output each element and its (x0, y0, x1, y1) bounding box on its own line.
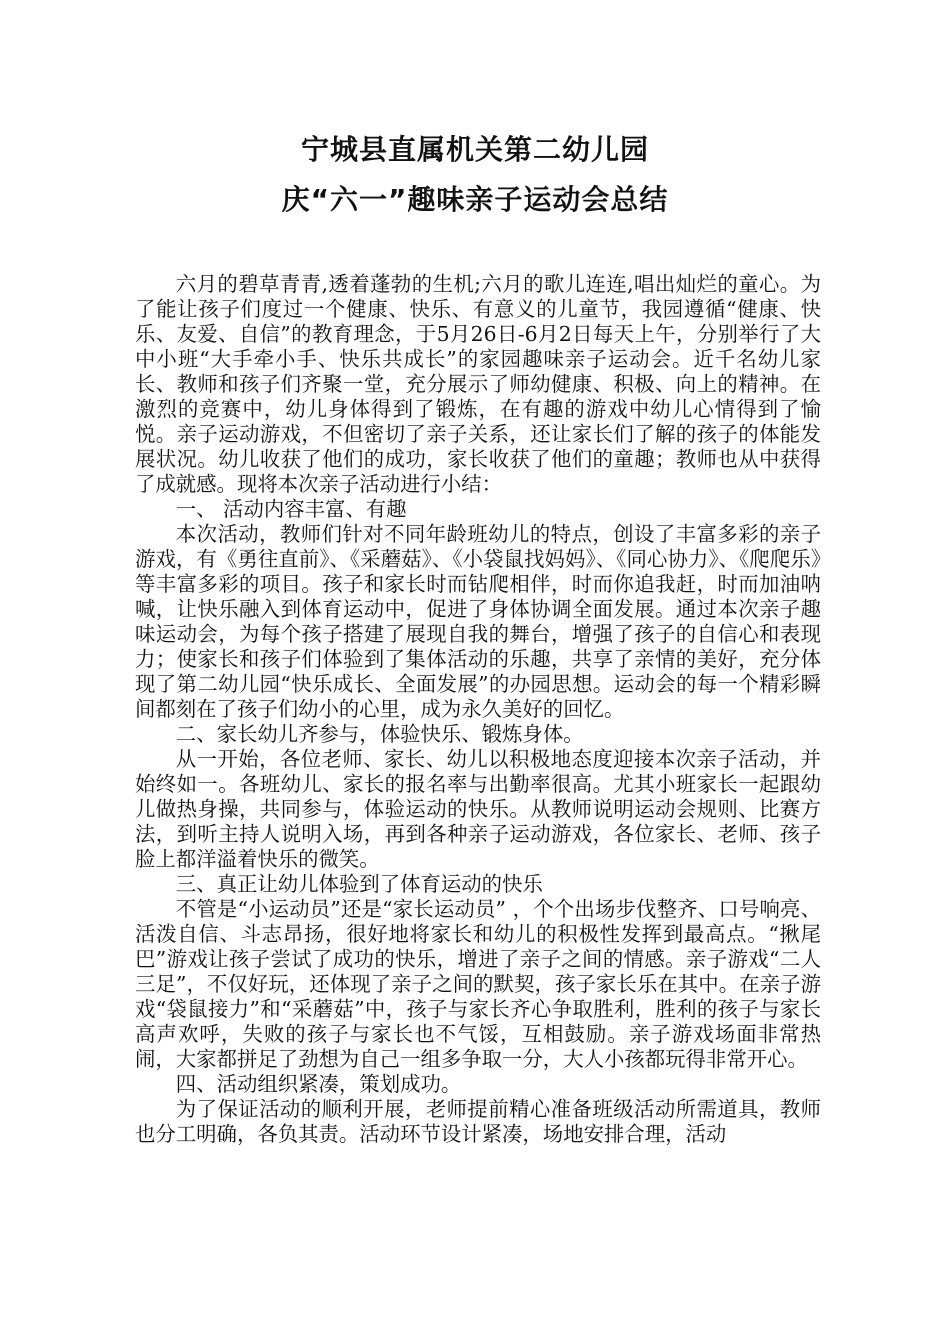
section-paragraph-2: 从一开始，各位老师、家长、幼儿以积极地态度迎接本次亲子活动，并始终如一。各班幼儿、家长的报名率与出勤率很高。尤其小班家长一起跟幼儿做热身操，共同参与，体验运动的快乐。从教师说明运动会规则、比赛方法，到听主持人说明入场，再到各种亲子运动游戏，各位家长、老师、孩子脸上都洋溢着快乐的微笑。 (135, 747, 821, 871)
section-heading-3: 三、真正让幼儿体验到了体育运动的快乐 (175, 872, 543, 896)
section-paragraph-4: 为了保证活动的顺利开展，老师提前精心准备班级活动所需道具，教师也分工明确，各负其责。活动环节设计紧凑，场地安排合理，活动 (135, 1097, 821, 1146)
document-body (135, 272, 821, 1147)
section-heading-1: 一、 活动内容丰富、有趣 (175, 497, 407, 521)
document-title-line2: 庆“六一”趣味亲子运动会总结 (281, 183, 669, 216)
section-paragraph-1: 本次活动，教师们针对不同年龄班幼儿的特点，创设了丰富多彩的亲子游戏，有《勇往直前》、《采蘑菇》、《小袋鼠找妈妈》、《同心协力》、《爬爬乐》等丰富多彩的项目。孩子和家长时而钻爬相伴，时而你追我赶，时而加油呐喊，让快乐融入到体育运动中，促进了身体协调全面发展。通过本次亲子趣味运动会，为每个孩子搭建了展现自我的舞台，增强了孩子的自信心和表现力；使家长和孩子们体验到了集体活动的乐趣，共享了亲情的美好，充分体现了第二幼儿园“快乐成长、全面发展”的办园思想。运动会的每一个精彩瞬间都刻在了孩子们幼小的心里，成为永久美好的回忆。 (135, 522, 821, 721)
section-heading-4: 四、活动组织紧凑，策划成功。 (175, 1072, 462, 1096)
section-heading-2: 二、家长幼儿齐参与，体验快乐、锻炼身体。 (175, 722, 584, 746)
section-paragraph-3: 不管是“小运动员”还是“家长运动员” ，个个出场步伐整齐、口号响亮、活泼自信、斗志昂扬，很好地将家长和幼儿的积极性发挥到最高点。“揪尾巴”游戏让孩子尝试了成功的快乐，增进了亲子之间的情感。亲子游戏“二人三足”，不仅好玩，还体现了亲子之间的默契，孩子家长乐在其中。在亲子游戏“袋鼠接力”和“采蘑菇”中，孩子与家长齐心争取胜利，胜利的孩子与家长高声欢呼，失败的孩子与家长也不气馁，互相鼓励。亲子游戏场面非常热闹，大家都拼足了劲想为自己一组多争取一分，大人小孩都玩得非常开心。 (135, 897, 821, 1071)
document-title-line1: 宁城县直属机关第二幼儿园 (300, 133, 649, 166)
intro-paragraph: 六月的碧草青青,透着蓬勃的生机;六月的歌儿连连,唱出灿烂的童心。为了能让孩子们度过一个健康、快乐、有意义的儿童节，我园遵循“健康、快乐、友爱、自信”的教育理念，于5月26日-6月2日每天上午，分别举行了大中小班“大手牵小手、快乐共成长”的家园趣味亲子运动会。近千名幼儿家长、教师和孩子们齐聚一堂，充分展示了师幼健康、积极、向上的精神。在激烈的竞赛中，幼儿身体得到了锻炼，在有趣的游戏中幼儿心情得到了愉悦。亲子运动游戏，不但密切了亲子关系，还让家长们了解的孩子的体能发展状况。幼儿收获了他们的成功，家长收获了他们的童趣；教师也从中获得了成就感。现将本次亲子活动进行小结： (135, 272, 821, 496)
